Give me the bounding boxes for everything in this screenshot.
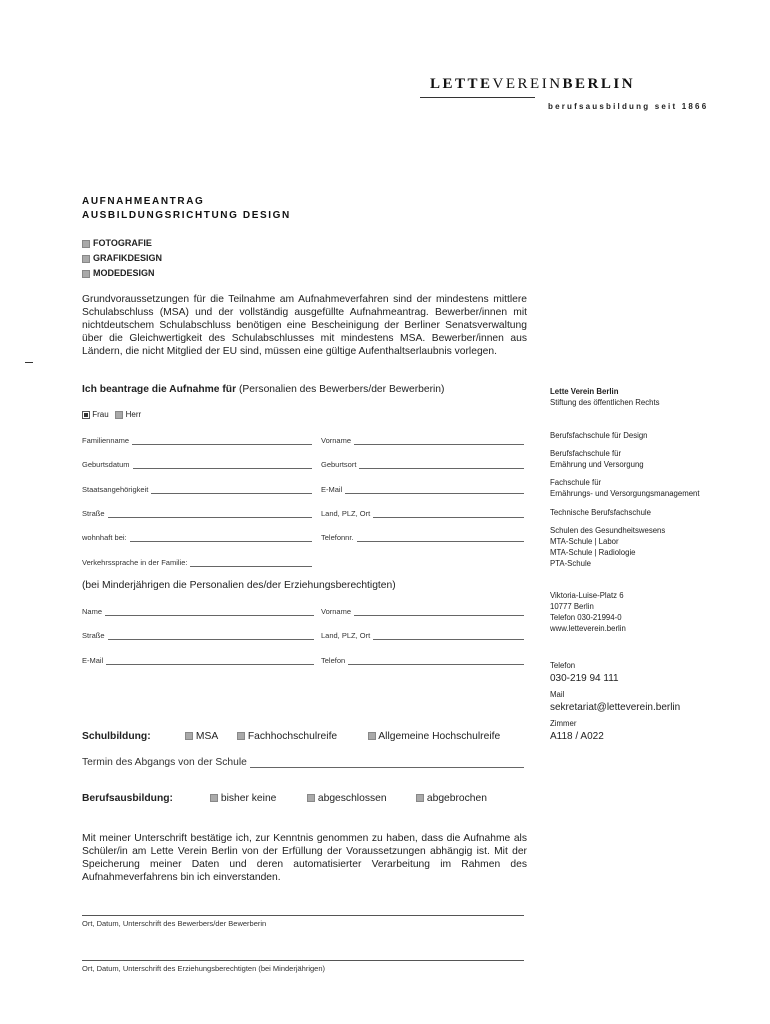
checkbox[interactable] <box>185 732 193 740</box>
option-msa[interactable]: MSA <box>185 731 218 742</box>
wohnhaft-field[interactable]: wohnhaft bei: <box>82 533 312 542</box>
land-plz-ort-field[interactable]: Land, PLZ, Ort <box>321 509 524 518</box>
option-hochschulreife[interactable]: Allgemeine Hochschulreife <box>368 731 500 742</box>
sidebar-tel-value: 030-219 94 111 <box>550 673 619 684</box>
checkbox[interactable] <box>237 732 245 740</box>
option-grafikdesign[interactable]: GRAFIKDESIGN <box>82 253 162 263</box>
logo-divider <box>420 97 535 98</box>
checkbox[interactable] <box>416 794 424 802</box>
sidebar-mail-value[interactable]: sekretariat@letteverein.berlin <box>550 702 681 713</box>
berufsausbildung-label: Berufsausbildung: <box>82 793 173 804</box>
email-field[interactable]: E-Mail <box>321 485 524 494</box>
checkbox[interactable] <box>210 794 218 802</box>
option-bisher-keine[interactable]: bisher keine <box>210 793 276 804</box>
sidebar-school-technisch: Technische Berufsfachschule <box>550 508 651 517</box>
guardian-telefon-field[interactable]: Telefon <box>321 656 524 665</box>
sidebar-org-sub: Stiftung des öffentlichen Rechts <box>550 398 660 407</box>
checkbox[interactable] <box>82 240 90 248</box>
checkbox[interactable] <box>82 255 90 263</box>
signature-caption-applicant: Ort, Datum, Unterschrift des Bewerbers/der Bewerberin <box>82 919 267 928</box>
sidebar-tel-label: Telefon <box>550 661 576 670</box>
sidebar-school-gesundheit-4: PTA-Schule <box>550 559 592 568</box>
consent-paragraph: Mit meiner Unterschrift bestätige ich, zur Kenntnis genommen zu haben, dass die Aufnahme als Schüler/in am Lette Verein Berlin von der Erfüllung der Voraussetzungen abhängig ist. Mit der Speicherung meiner Daten und deren automatisierter Verarbeitung im Rahmen des Aufnahmeverfahrens bin ich einverstanden. <box>82 833 527 883</box>
guardian-name-field[interactable]: Name <box>82 607 314 616</box>
strasse-field[interactable]: Straße <box>82 509 312 518</box>
logo: LETTEVEREINBERLIN <box>430 76 636 92</box>
gender-select: Frau Herr <box>82 410 141 419</box>
guardian-strasse-field[interactable]: Straße <box>82 631 314 640</box>
sidebar-school-design: Berufsfachschule für Design <box>550 431 648 440</box>
sidebar-school-gesundheit-3: MTA-Schule | Radiologie <box>550 548 636 557</box>
sidebar-org: Lette Verein Berlin <box>550 387 619 396</box>
radio-herr[interactable] <box>115 411 123 419</box>
signature-line-applicant[interactable] <box>82 915 524 916</box>
guardian-vorname-field[interactable]: Vorname <box>321 607 524 616</box>
option-modedesign[interactable]: MODEDESIGN <box>82 268 155 278</box>
sidebar-website[interactable]: www.letteverein.berlin <box>550 624 626 633</box>
intro-paragraph: Grundvoraussetzungen für die Teilnahme am Aufnahmeverfahren sind der mindestens mittlere Schulabschluss (MSA) und der vollständig ausgefüllte Aufnahmeantrag. Bewerber/innen mit nichtdeutschem Schulabschluss benötigen eine Bescheinigung der Berliner Senatsverwaltung über die Gleichwertigkeit des Schulabschlusses mit mindestens MSA. Bewerber/innen aus Ländern, die nicht Mitglied der EU sind, müssen eine gültige Aufenthaltserlaubnis vorlegen. <box>82 294 527 357</box>
sidebar-school-ernaehrung-2: Ernährung und Versorgung <box>550 460 644 469</box>
sidebar-school-gesundheit-1: Schulen des Gesundheitswesens <box>550 526 666 535</box>
page-subtitle: AUSBILDUNGSRICHTUNG DESIGN <box>82 210 291 221</box>
page-title: AUFNAHMEANTRAG <box>82 196 205 207</box>
signature-caption-guardian: Ort, Datum, Unterschrift des Erziehungsberechtigten (bei Minderjährigen) <box>82 964 326 973</box>
sidebar-room-label: Zimmer <box>550 719 577 728</box>
checkbox[interactable] <box>307 794 315 802</box>
staatsangehoerigkeit-field[interactable]: Staatsangehörigkeit <box>82 485 312 494</box>
sidebar-address-2: 10777 Berlin <box>550 602 594 611</box>
signature-line-guardian[interactable] <box>82 960 524 961</box>
familienname-field[interactable]: Familienname <box>82 436 312 445</box>
geburtsdatum-field[interactable]: Geburtsdatum <box>82 460 312 469</box>
verkehrssprache-field[interactable]: Verkehrssprache in der Familie: <box>82 558 312 567</box>
option-abgebrochen[interactable]: abgebrochen <box>416 793 487 804</box>
guardian-land-plz-ort-field[interactable]: Land, PLZ, Ort <box>321 631 524 640</box>
applicant-heading: Ich beantrage die Aufnahme für (Personalien des Bewerbers/der Bewerberin) <box>82 384 445 395</box>
telefon-field[interactable]: Telefonnr. <box>321 533 524 542</box>
sidebar-school-fachschule-1: Fachschule für <box>550 478 602 487</box>
sidebar-mail-label: Mail <box>550 690 565 699</box>
sidebar-room-value: A118 / A022 <box>550 731 604 742</box>
radio-frau[interactable] <box>82 411 90 419</box>
checkbox[interactable] <box>368 732 376 740</box>
sidebar-school-gesundheit-2: MTA-Schule | Labor <box>550 537 619 546</box>
sidebar-address-3: Telefon 030-21994-0 <box>550 613 622 622</box>
sidebar-school-fachschule-2: Ernährungs- und Versorgungsmanagement <box>550 489 700 498</box>
guardian-heading: (bei Minderjährigen die Personalien des/der Erziehungsberechtigten) <box>82 580 396 591</box>
sidebar-address-1: Viktoria-Luise-Platz 6 <box>550 591 624 600</box>
tagline: berufsausbildung seit 1866 <box>548 102 709 111</box>
option-abgeschlossen[interactable]: abgeschlossen <box>307 793 387 804</box>
geburtsort-field[interactable]: Geburtsort <box>321 460 524 469</box>
sidebar-school-ernaehrung-1: Berufsfachschule für <box>550 449 622 458</box>
option-fotografie[interactable]: FOTOGRAFIE <box>82 238 152 248</box>
option-fachhochschulreife[interactable]: Fachhochschulreife <box>237 731 337 742</box>
vorname-field[interactable]: Vorname <box>321 436 524 445</box>
termin-field[interactable]: Termin des Abgangs von der Schule <box>82 757 524 768</box>
guardian-email-field[interactable]: E-Mail <box>82 656 314 665</box>
checkbox[interactable] <box>82 270 90 278</box>
schulbildung-label: Schulbildung: <box>82 731 151 742</box>
fold-mark <box>25 362 33 363</box>
